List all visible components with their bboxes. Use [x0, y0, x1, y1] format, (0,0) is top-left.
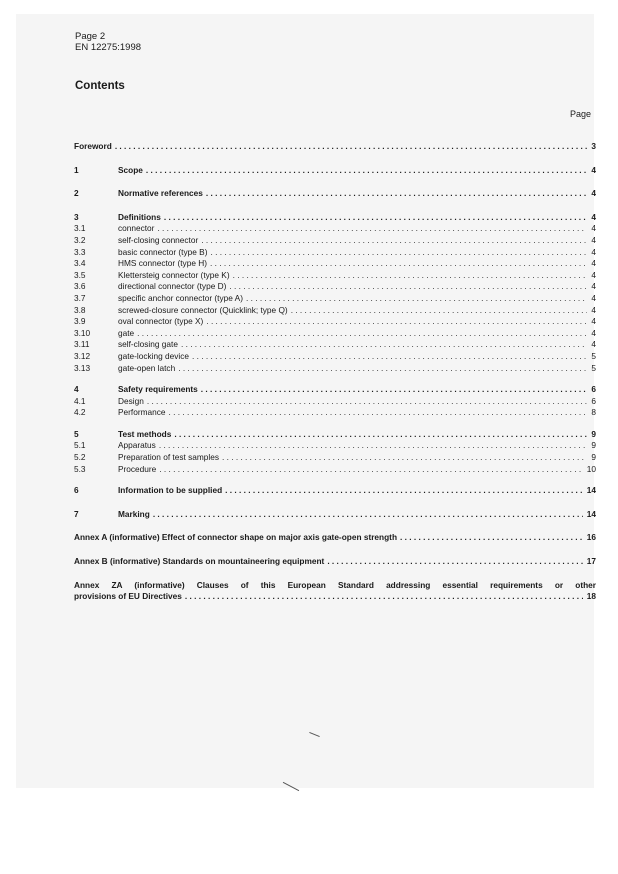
toc-entry-label: Procedure — [118, 463, 157, 474]
toc-leader-dots — [192, 351, 587, 363]
toc-leader-dots — [201, 384, 588, 396]
toc-spacer — [74, 520, 596, 532]
toc-leader-dots — [400, 532, 583, 544]
toc-entry-number: 3.5 — [74, 269, 86, 280]
toc-entry-label: Design — [118, 395, 144, 406]
toc-entry-number: 5.3 — [74, 463, 86, 474]
toc-leader-dots — [229, 281, 587, 293]
toc-entry-page: 4 — [591, 339, 596, 350]
toc-entry-page: 9 — [591, 428, 596, 439]
toc-entry[interactable] — [74, 532, 596, 544]
toc-entry-number: 4.1 — [74, 395, 86, 406]
toc-entry-page: 5 — [591, 362, 596, 373]
toc-leader-dots — [153, 509, 583, 521]
toc-entry-label: Preparation of test samples — [118, 452, 219, 463]
toc-entry-label: Test methods — [118, 428, 172, 439]
toc-entry-number: 3.11 — [74, 339, 90, 350]
toc-entry-page: 14 — [586, 508, 596, 519]
standard-id: EN 12275:1998 — [75, 42, 142, 53]
toc-entry-label: connector — [118, 223, 155, 234]
toc-entry-page: 14 — [586, 485, 596, 496]
toc-leader-dots — [222, 452, 587, 464]
toc-entry[interactable] — [74, 223, 596, 235]
toc-leader-dots — [178, 363, 587, 375]
toc-spacer — [74, 475, 596, 485]
toc-entry[interactable] — [74, 440, 596, 452]
toc-entry-label: gate — [118, 327, 135, 338]
page-header — [75, 31, 141, 53]
toc-entry-number: 5 — [74, 428, 79, 439]
toc-entry[interactable] — [74, 316, 596, 328]
toc-entry-number: 3.10 — [74, 327, 91, 338]
toc-entry-number: 3.1 — [74, 223, 86, 234]
toc-entry-page: 17 — [586, 556, 596, 567]
toc-entry-number: 2 — [74, 188, 79, 199]
toc-leader-dots — [147, 396, 588, 408]
toc-entry-label: Annex ZA (informative) Clauses of this European Standard addressing essential requirements or other — [74, 579, 596, 590]
toc-entry[interactable] — [74, 281, 596, 293]
toc-entry-page: 10 — [586, 463, 596, 474]
table-of-contents — [74, 141, 596, 603]
toc-entry[interactable] — [74, 141, 596, 153]
toc-entry[interactable] — [74, 396, 596, 408]
contents-title: Contents — [75, 80, 125, 92]
toc-entry-annex-za[interactable] — [74, 580, 596, 603]
toc-entry[interactable] — [74, 464, 596, 476]
toc-entry[interactable] — [74, 270, 596, 282]
toc-entry-page: 4 — [591, 304, 596, 315]
toc-entry-label: Klettersteig connector (type K) — [118, 269, 230, 280]
page-number: Page 2 — [75, 31, 106, 42]
toc-entry[interactable] — [74, 235, 596, 247]
toc-entry-label: Annex A (informative) Effect of connector shape on major axis gate-open strength — [74, 532, 398, 543]
toc-leader-dots — [181, 339, 587, 351]
toc-entry-page: 4 — [591, 234, 596, 245]
toc-entry-number: 1 — [74, 164, 79, 175]
toc-entry-number: 3.4 — [74, 258, 86, 269]
toc-spacer — [74, 568, 596, 580]
toc-entry-label: directional connector (type D) — [118, 281, 227, 292]
toc-entry[interactable] — [74, 188, 596, 200]
toc-entry-page: 4 — [591, 292, 596, 303]
toc-entry-number: 7 — [74, 508, 79, 519]
toc-leader-dots — [164, 212, 588, 224]
toc-leader-dots — [159, 440, 588, 452]
toc-entry-number: 3.6 — [74, 281, 86, 292]
toc-entry-page: 6 — [591, 384, 596, 395]
toc-entry-label: specific anchor connector (type A) — [118, 292, 243, 303]
toc-leader-dots — [146, 165, 587, 177]
toc-entry-label-continued: provisions of EU Directives — [74, 591, 182, 602]
toc-entry-number: 3.2 — [74, 234, 86, 245]
toc-entry[interactable] — [74, 452, 596, 464]
toc-leader-dots — [291, 305, 588, 317]
toc-entry-page: 4 — [591, 258, 596, 269]
toc-entry-label: Foreword — [74, 141, 112, 151]
toc-leader-dots — [327, 556, 582, 568]
toc-entry-page: 9 — [591, 452, 596, 463]
toc-entry-label: Information to be supplied — [118, 485, 223, 496]
page-column-label: Page — [570, 109, 592, 119]
toc-entry-label: Marking — [118, 508, 150, 519]
toc-entry-number: 3.12 — [74, 350, 91, 361]
toc-entry-number: 3.9 — [74, 316, 86, 327]
toc-spacer — [74, 544, 596, 556]
toc-entry-page: 4 — [591, 316, 596, 327]
toc-entry-number: 3.13 — [74, 362, 91, 373]
toc-entry-label: Annex B (informative) Standards on mountaineering equipment — [74, 556, 325, 567]
toc-spacer — [74, 153, 596, 165]
toc-leader-dots — [225, 485, 583, 497]
toc-spacer — [74, 374, 596, 384]
toc-entry[interactable] — [74, 429, 596, 441]
toc-spacer — [74, 419, 596, 429]
toc-entry[interactable] — [74, 328, 596, 340]
toc-entry-page: 4 — [591, 211, 596, 222]
toc-leader-dots — [210, 247, 587, 259]
toc-leader-dots — [115, 141, 588, 153]
toc-entry-label: Apparatus — [118, 440, 156, 451]
toc-entry-page: 16 — [586, 532, 596, 543]
toc-leader-dots — [233, 270, 588, 282]
toc-leader-dots — [185, 591, 583, 603]
toc-entry-label: self-closing connector — [118, 234, 199, 245]
toc-spacer — [74, 176, 596, 188]
toc-entry[interactable] — [74, 293, 596, 305]
toc-entry-page: 4 — [591, 327, 596, 338]
toc-entry[interactable] — [74, 305, 596, 317]
toc-entry-label: HMS connector (type H) — [118, 258, 207, 269]
toc-entry[interactable] — [74, 247, 596, 259]
toc-entry-label: Normative references — [118, 188, 203, 199]
toc-entry-page: 18 — [586, 591, 596, 602]
toc-entry-number: 4.2 — [74, 407, 86, 418]
toc-leader-dots — [246, 293, 587, 305]
toc-leader-dots — [201, 235, 587, 247]
toc-entry-page: 4 — [591, 223, 596, 234]
toc-entry-number: 3 — [74, 211, 79, 222]
toc-leader-dots — [169, 407, 588, 419]
toc-entry-page: 9 — [591, 440, 596, 451]
toc-entry-page: 5 — [591, 350, 596, 361]
toc-leader-dots — [159, 464, 582, 476]
toc-leader-dots — [210, 258, 587, 270]
toc-entry[interactable] — [74, 212, 596, 224]
toc-entry-label: Performance — [118, 407, 166, 418]
toc-entry-label: screwed-closure connector (Quicklink; type Q) — [118, 304, 288, 315]
toc-entry-page: 4 — [591, 281, 596, 292]
toc-entry[interactable] — [74, 165, 596, 177]
toc-entry[interactable] — [74, 339, 596, 351]
toc-entry-page: 3 — [591, 141, 596, 151]
toc-spacer — [74, 497, 596, 509]
toc-entry[interactable] — [74, 407, 596, 419]
toc-entry-label: oval connector (type X) — [118, 316, 204, 327]
toc-entry[interactable] — [74, 258, 596, 270]
toc-entry-number: 5.1 — [74, 440, 86, 451]
toc-entry[interactable] — [74, 485, 596, 497]
toc-entry-page: 4 — [591, 269, 596, 280]
toc-entry-number: 6 — [74, 485, 79, 496]
toc-leader-dots — [206, 188, 588, 200]
toc-entry-page: 6 — [591, 395, 596, 406]
toc-entry-page: 4 — [591, 246, 596, 257]
toc-entry[interactable] — [74, 384, 596, 396]
toc-entry-label: gate-locking device — [118, 350, 190, 361]
toc-leader-dots — [206, 316, 587, 328]
toc-entry-page: 4 — [591, 164, 596, 175]
toc-entry-label: Scope — [118, 164, 143, 175]
toc-entry-label: basic connector (type B) — [118, 246, 208, 257]
toc-leader-dots — [137, 328, 587, 340]
toc-entry-label: gate-open latch — [118, 362, 176, 373]
toc-leader-dots — [174, 429, 587, 441]
toc-entry-number: 5.2 — [74, 452, 86, 463]
toc-entry-number: 3.8 — [74, 304, 86, 315]
toc-entry[interactable] — [74, 351, 596, 363]
toc-entry[interactable] — [74, 509, 596, 521]
toc-spacer — [74, 200, 596, 212]
toc-entry-page: 8 — [591, 407, 596, 418]
toc-entry[interactable] — [74, 363, 596, 375]
toc-entry-number: 3.7 — [74, 292, 86, 303]
toc-entry-label: self-closing gate — [118, 339, 178, 350]
toc-entry-label: Safety requirements — [118, 384, 198, 395]
toc-leader-dots — [157, 223, 587, 235]
toc-entry-label: Definitions — [118, 211, 161, 222]
toc-entry-number: 3.3 — [74, 246, 86, 257]
toc-entry[interactable] — [74, 556, 596, 568]
toc-entry-page: 4 — [591, 188, 596, 199]
toc-entry-number: 4 — [74, 384, 79, 395]
